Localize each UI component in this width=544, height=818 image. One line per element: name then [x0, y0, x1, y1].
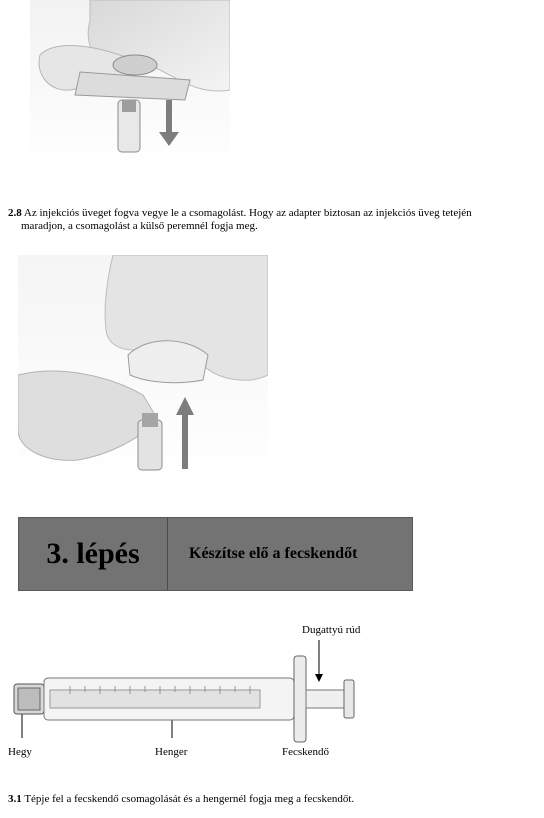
- figure-remove-package-lift: [18, 255, 268, 491]
- syringe-diagram: [10, 630, 370, 760]
- step-3-title: Készítse elő a fecskendőt: [189, 545, 358, 562]
- step-3-number: 3. lépés: [46, 537, 140, 570]
- step-3-banner: [18, 517, 413, 591]
- barrel-label: Henger: [155, 746, 188, 758]
- figure-remove-package-top: [30, 0, 230, 170]
- step-3-divider: [167, 518, 168, 590]
- step-2-8-paragraph: [8, 207, 538, 233]
- step-2-8-text-line2: maradjon, a csomagolást a külső peremnél fogja meg.: [21, 220, 258, 232]
- tip-label: Hegy: [8, 746, 32, 758]
- step-2-8-number: 2.8: [8, 207, 22, 219]
- plunger-rod-label: Dugattyú rúd: [302, 624, 361, 636]
- step-3-1-text: Tépje fel a fecskendő csomagolását és a hengernél fogja meg a fecskendőt.: [24, 793, 355, 805]
- step-2-8-text-line1: Az injekciós üveget fogva vegye le a csomagolást. Hogy az adapter biztosan az injekciós üveg tetején: [23, 207, 472, 219]
- step-3-1-number: 3.1: [8, 793, 22, 805]
- syringe-label: Fecskendő: [282, 746, 330, 758]
- step-3-1-paragraph: [8, 793, 538, 806]
